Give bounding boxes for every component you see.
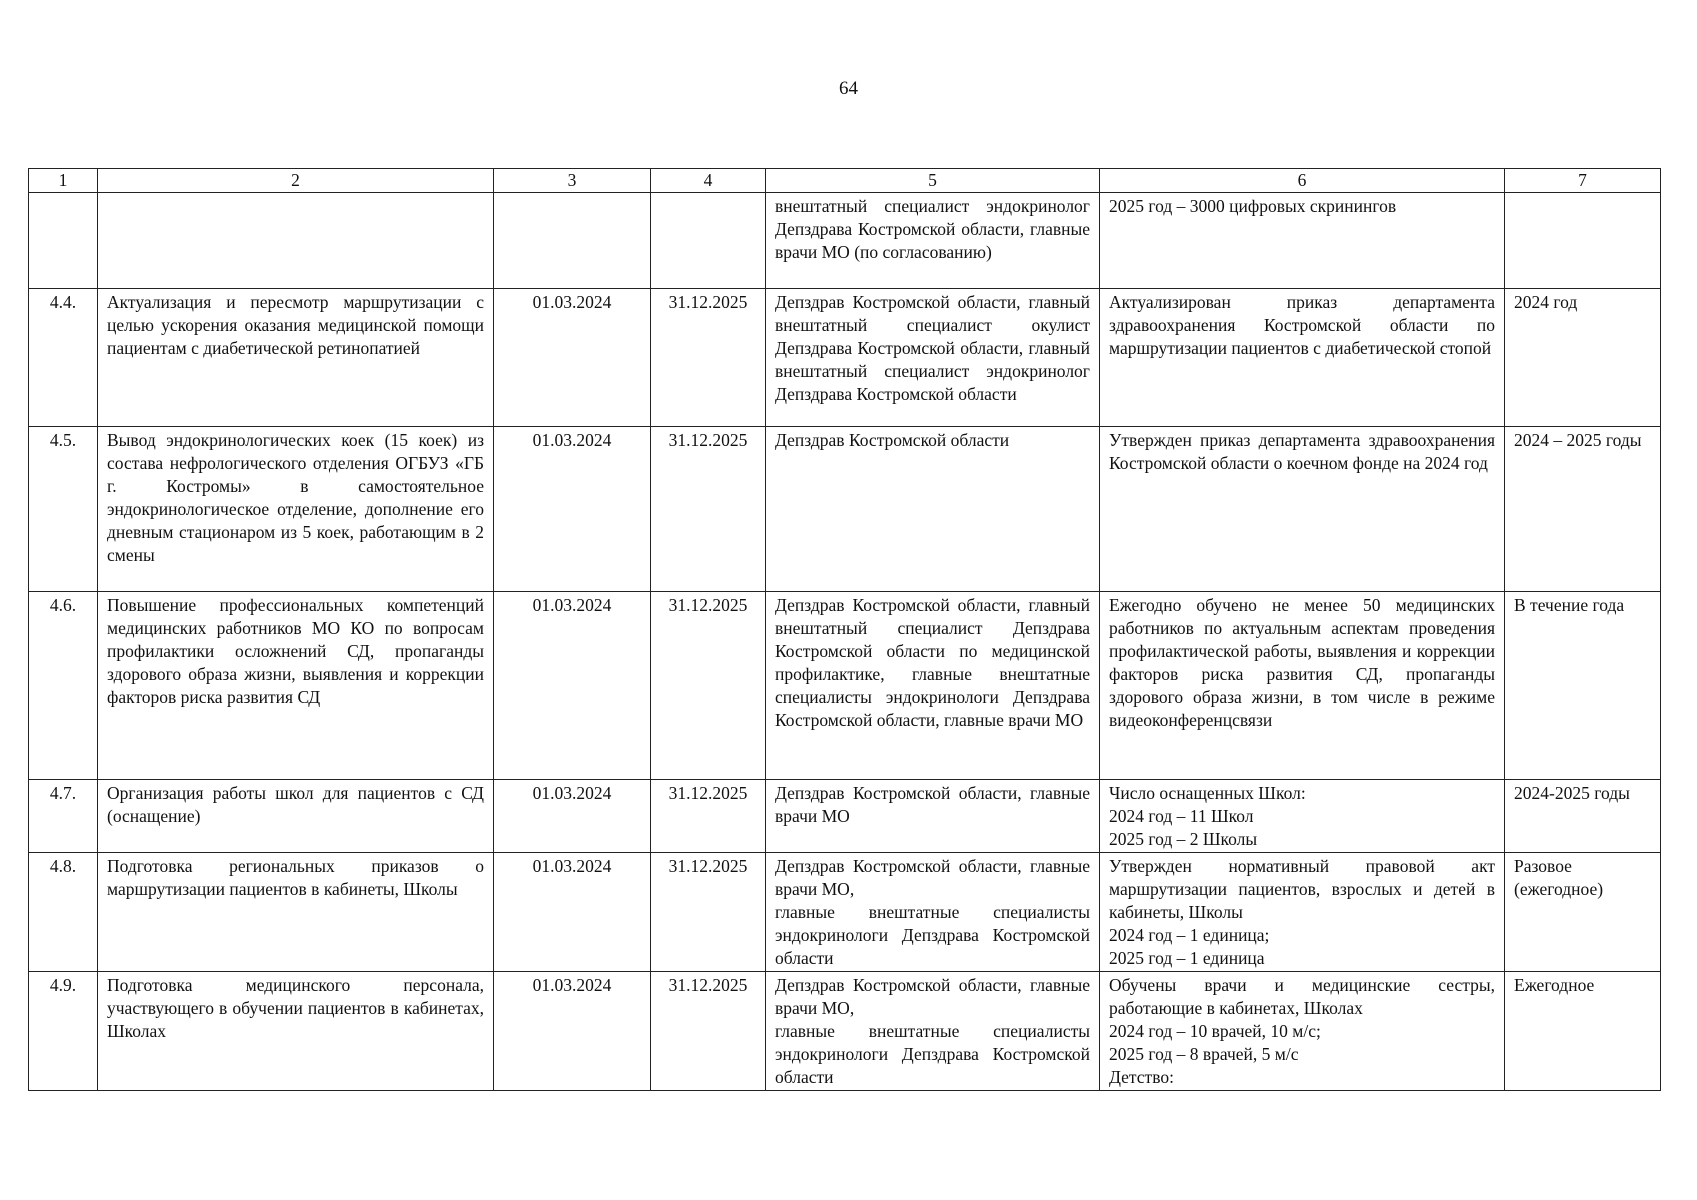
responsible-line: Депздрав Костромской области, главные врачи МО, (775, 856, 1090, 899)
activity-cell: Подготовка региональных приказов о маршрутизации пациентов в кабинеты, Школы (98, 853, 494, 972)
start-date-cell: 01.03.2024 (494, 592, 651, 780)
table-row (29, 427, 1661, 592)
result-line: 2024 год – 1 единица; (1109, 925, 1270, 945)
start-date-cell: 01.03.2024 (494, 289, 651, 427)
activity-plan-table (28, 168, 1661, 1091)
start-date-cell: 01.03.2024 (494, 853, 651, 972)
result-cell: 2025 год – 3000 цифровых скринингов (1100, 193, 1505, 289)
result-line: 2025 год – 1 единица (1109, 948, 1265, 968)
table-row (29, 193, 1661, 289)
term-cell: 2024 – 2025 годы (1505, 427, 1661, 592)
result-line: 2024 год – 10 врачей, 10 м/с; (1109, 1021, 1321, 1041)
end-date-cell: 31.12.2025 (651, 592, 766, 780)
table-header-row (29, 169, 1661, 193)
row-number: 4.9. (29, 972, 98, 1091)
end-date-cell: 31.12.2025 (651, 853, 766, 972)
row-number: 4.4. (29, 289, 98, 427)
responsible-line: главные внештатные специалисты эндокринологи Депздрава Костромской области (775, 1021, 1090, 1087)
result-cell: Актуализирован приказ департамента здравоохранения Костромской области по маршрутизации пациентов с диабетической стопой (1100, 289, 1505, 427)
column-header: 1 (29, 169, 98, 193)
responsible-cell (766, 972, 1100, 1091)
activity-cell: Актуализация и пересмотр маршрутизации с целью ускорения оказания медицинской помощи пациентам с диабетической ретинопатией (98, 289, 494, 427)
responsible-line: Депздрав Костромской области, главные врачи МО, (775, 975, 1090, 1018)
end-date-cell (651, 193, 766, 289)
row-number: 4.7. (29, 780, 98, 853)
row-number: 4.8. (29, 853, 98, 972)
table-row (29, 289, 1661, 427)
start-date-cell: 01.03.2024 (494, 780, 651, 853)
term-cell: 2024-2025 годы (1505, 780, 1661, 853)
column-header: 5 (766, 169, 1100, 193)
end-date-cell: 31.12.2025 (651, 289, 766, 427)
column-header: 3 (494, 169, 651, 193)
start-date-cell (494, 193, 651, 289)
page-number: 64 (839, 78, 858, 99)
result-cell (1100, 853, 1505, 972)
responsible-cell (766, 853, 1100, 972)
term-cell (1505, 193, 1661, 289)
column-header: 2 (98, 169, 494, 193)
term-cell: Разовое (ежегодное) (1505, 853, 1661, 972)
end-date-cell: 31.12.2025 (651, 780, 766, 853)
term-cell: 2024 год (1505, 289, 1661, 427)
result-line: 2025 год – 2 Школы (1109, 829, 1258, 849)
responsible-cell: внештатный специалист эндокринолог Депздрава Костромской области, главные врачи МО (по согласованию) (766, 193, 1100, 289)
column-header: 7 (1505, 169, 1661, 193)
start-date-cell: 01.03.2024 (494, 972, 651, 1091)
result-cell: Ежегодно обучено не менее 50 медицинских работников по актуальным аспектам проведения профилактической работы, выявления и коррекции факторов риска развития СД, пропаганды здорового образа жизни, в том числе в режиме видеоконференцсвязи (1100, 592, 1505, 780)
column-header: 6 (1100, 169, 1505, 193)
column-header: 4 (651, 169, 766, 193)
result-line: 2024 год – 11 Школ (1109, 806, 1254, 826)
end-date-cell: 31.12.2025 (651, 972, 766, 1091)
row-number: 4.6. (29, 592, 98, 780)
start-date-cell: 01.03.2024 (494, 427, 651, 592)
responsible-cell: Депздрав Костромской области, главные врачи МО (766, 780, 1100, 853)
activity-cell: Подготовка медицинского персонала, участвующего в обучении пациентов в кабинетах, Школах (98, 972, 494, 1091)
result-line: Детство: (1109, 1067, 1174, 1087)
result-cell (1100, 780, 1505, 853)
activity-cell (98, 193, 494, 289)
responsible-cell: Депздрав Костромской области, главный внештатный специалист Депздрава Костромской области по медицинской профилактике, главные внештатные специалисты эндокринологи Депздрава Костромской области, главные врачи МО (766, 592, 1100, 780)
table-row (29, 972, 1661, 1091)
row-number (29, 193, 98, 289)
result-cell: Утвержден приказ департамента здравоохранения Костромской области о коечном фонде на 2024 год (1100, 427, 1505, 592)
responsible-line: главные внештатные специалисты эндокринологи Депздрава Костромской области (775, 902, 1090, 968)
activity-cell: Вывод эндокринологических коек (15 коек) из состава нефрологического отделения ОГБУЗ «ГБ г. Костромы» в самостоятельное эндокринологическое отделение, дополнение его дневным стационаром из 5 коек, работающим в 2 смены (98, 427, 494, 592)
table-row (29, 592, 1661, 780)
table-row (29, 853, 1661, 972)
activity-cell: Организация работы школ для пациентов с СД (оснащение) (98, 780, 494, 853)
result-line: Обучены врачи и медицинские сестры, работающие в кабинетах, Школах (1109, 975, 1495, 1018)
term-cell: В течение года (1505, 592, 1661, 780)
term-cell: Ежегодное (1505, 972, 1661, 1091)
responsible-cell: Депздрав Костромской области (766, 427, 1100, 592)
row-number: 4.5. (29, 427, 98, 592)
result-line: Утвержден нормативный правовой акт маршрутизации пациентов, взрослых и детей в кабинеты, Школы (1109, 856, 1495, 922)
result-cell (1100, 972, 1505, 1091)
table-row (29, 780, 1661, 853)
result-line: 2025 год – 8 врачей, 5 м/с (1109, 1044, 1299, 1064)
responsible-cell: Депздрав Костромской области, главный внештатный специалист окулист Депздрава Костромской области, главный внештатный специалист эндокринолог Депздрава Костромской области (766, 289, 1100, 427)
result-line: Число оснащенных Школ: (1109, 783, 1306, 803)
end-date-cell: 31.12.2025 (651, 427, 766, 592)
activity-cell: Повышение профессиональных компетенций медицинских работников МО КО по вопросам профилактики осложнений СД, пропаганды здорового образа жизни, выявления и коррекции факторов риска развития СД (98, 592, 494, 780)
